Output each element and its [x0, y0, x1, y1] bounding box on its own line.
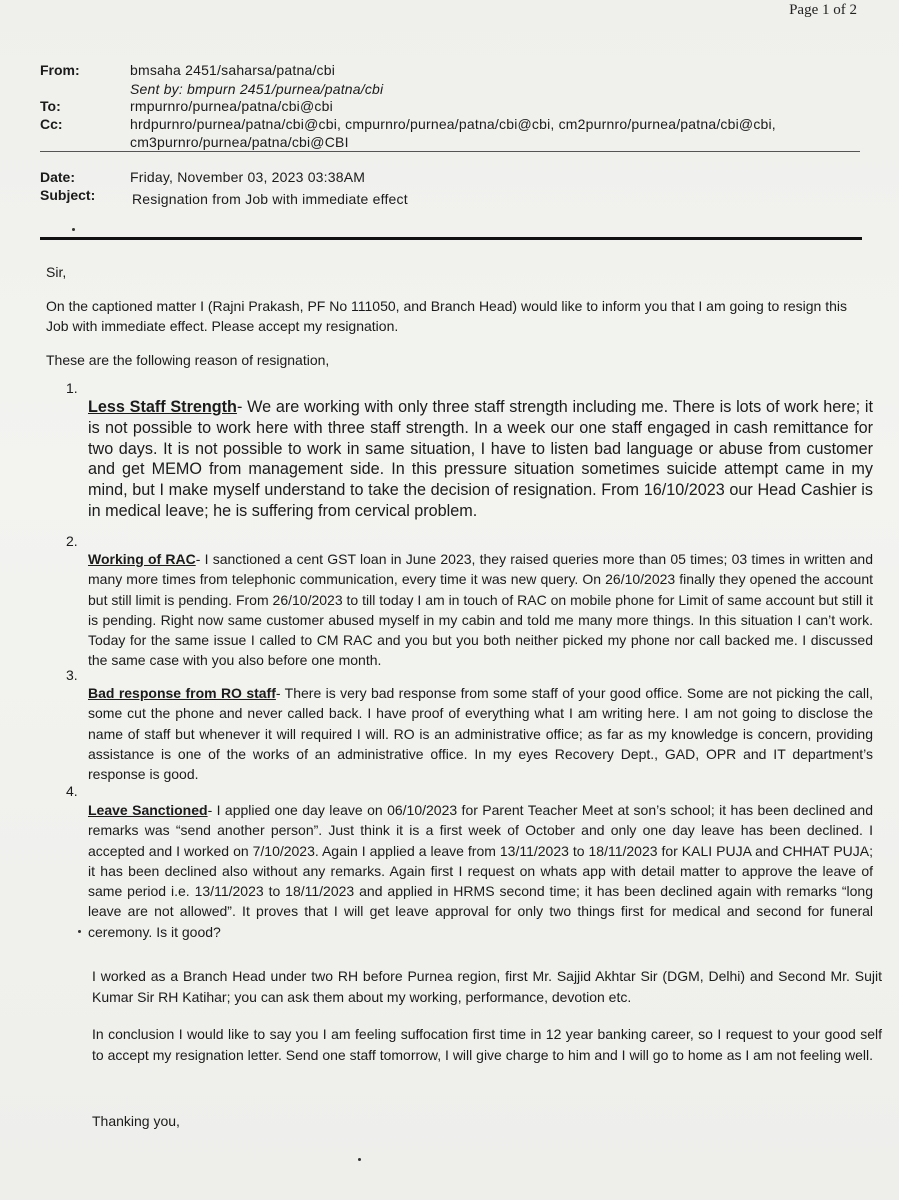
signoff: Thanking you, [92, 1113, 180, 1129]
reason-heading: Bad response from RO staff [88, 685, 276, 701]
scan-speck [72, 228, 75, 231]
reason-text: - We are working with only three staff strength including me. There is lots of work here; it is not possible to work here with three staff strength. In a week our one staff engaged in cash remittance for two days. It is not possible to work in same situation, I have to listen bad language or abuse from customer and get MEMO from management side. In this pressure situation sometimes suicide attempt came in my mind, but I make myself understand to take the decision of resignation. From 16/10/2023 our Head Cashier is in medical leave; he is suffering from cervical problem. [88, 398, 873, 520]
scan-speck [78, 930, 81, 933]
reason-text: - I applied one day leave on 06/10/2023 for Parent Teacher Meet at son’s school; it has been declined and remarks was “send another person”. Just think it is a first week of October and only one day leave has been declined. I accepted and I worked on 7/10/2023. Again I applied a leave from 13/11/2023 to 18/11/2023 for KALI PUJA and CHHAT PUJA; it has been declined also without any remarks. Again first I request on whats app with detail matter to approve the leave of same period i.e. 13/11/2023 to 18/11/2023 and applied in HRMS second time; it has been declined again with remarks “long leave are not allowed”. It proves that I will get leave approval for only two things first for medical and second for funeral ceremony. Is it good? [88, 802, 873, 940]
from-label: From: [40, 62, 80, 78]
reason-paragraph [88, 397, 873, 522]
from-value: bmsaha 2451/saharsa/patna/cbi [130, 62, 336, 78]
cc-label: Cc: [40, 116, 63, 132]
subject-divider [40, 237, 862, 240]
rh-paragraph: I worked as a Branch Head under two RH before Purnea region, first Mr. Sajjid Akhtar Sir (DGM, Delhi) and Second Mr. Sujit Kumar Sir RH Katihar; you can ask them about my working, performance, devotion etc. [92, 968, 882, 1005]
reason-paragraph [88, 800, 873, 942]
scan-speck [358, 1158, 361, 1161]
reason-number: 1. [66, 380, 78, 396]
reasons-intro: These are the following reason of resignation, [46, 352, 330, 368]
subject-label: Subject: [40, 187, 96, 203]
reason-number: 4. [66, 783, 78, 799]
header-divider [40, 151, 860, 152]
intro-paragraph: On the captioned matter I (Rajni Prakash, PF No 111050, and Branch Head) would like to inform you that I am going to resign this Job with immediate effect. Please accept my resignation. [46, 298, 848, 334]
reason-number: 2. [66, 533, 78, 549]
page-number: Page 1 of 2 [789, 2, 857, 18]
reason-paragraph [88, 549, 873, 671]
reason-heading: Less Staff Strength [88, 398, 237, 416]
reason-paragraph [88, 683, 873, 784]
reason-text: - There is very bad response from some staff of your good office. Some are not picking the call, some cut the phone and never called back. I have proof of everything what I am writing here. I am not going to disclose the name of staff but whenever it will required I will. RO is an administrative office; as far as my knowledge is concern, providing assistance is one of the works of an administrative office. In my eyes Recovery Dept., GAD, OPR and IT department’s response is good. [88, 685, 873, 783]
reason-number: 3. [66, 667, 78, 683]
sent-by-value: Sent by: bmpurn 2451/purnea/patna/cbi [130, 81, 384, 97]
reason-heading: Leave Sanctioned [88, 802, 208, 818]
salutation: Sir, [46, 264, 67, 280]
reason-heading: Working of RAC [88, 551, 196, 567]
to-label: To: [40, 98, 61, 114]
to-value: rmpurnro/purnea/patna/cbi@cbi [130, 98, 333, 114]
date-label: Date: [40, 169, 76, 185]
cc-value-line2: cm3purnro/purnea/patna/cbi@CBI [130, 134, 349, 150]
subject-value: Resignation from Job with immediate effect [132, 191, 408, 207]
conclusion-paragraph: In conclusion I would like to say you I am feeling suffocation first time in 12 year banking career, so I request to your good self to accept my resignation letter. Send one staff tomorrow, I will give charge to him and I will go to home as I am not feeling well. [92, 1026, 882, 1063]
reason-text: - I sanctioned a cent GST loan in June 2023, they raised queries more than 05 times; 03 times in written and many more times from telephonic communication, every time it was new query. On 26/10/2023 finally they opened the account but still limit is pending. From 26/10/2023 to till today I am in touch of RAC on mobile phone for Limit of same account but still it is pending. Right now same customer abused myself in my cabin and told me many more things. In this situation I can’t work. Today for the same issue I called to CM RAC and you but you both neither picked my phone nor call backed me. I discussed the same case with you also before one month. [88, 551, 873, 669]
cc-value-line1: hrdpurnro/purnea/patna/cbi@cbi, cmpurnro/purnea/patna/cbi@cbi, cm2purnro/purnea/patna/cbi@cbi, [130, 116, 776, 132]
date-value: Friday, November 03, 2023 03:38AM [130, 169, 366, 185]
